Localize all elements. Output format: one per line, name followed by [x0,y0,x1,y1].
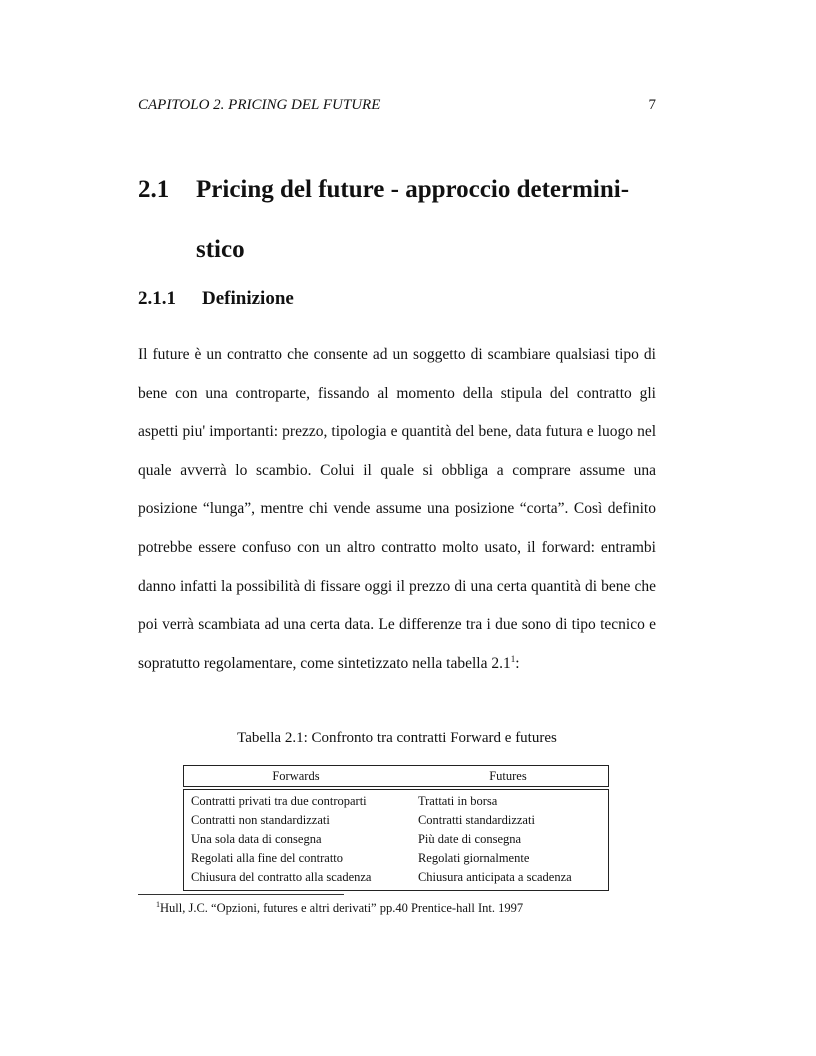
subsection-title: Definizione [202,288,294,309]
table-cell: Una sola data di consegna [191,832,322,846]
table-row [184,792,608,811]
table-cell: Contratti privati tra due controparti [191,794,367,808]
table-row [184,849,608,868]
footnote-marker: 1 [156,900,160,909]
section-title-line-2: stico [196,236,245,263]
footnote [156,900,676,916]
column-header-futures: Futures [489,768,527,783]
table-header-row [183,765,609,787]
section-title [196,160,696,280]
subsection-number: 2.1.1 [138,288,176,309]
section-title-line-1: Pricing del future - approccio determini- [196,176,630,203]
table-caption: Tabella 2.1: Confronto tra contratti Forward e futures [237,730,557,746]
table-cell: Contratti non standardizzati [191,813,330,827]
table-cell: Trattati in borsa [417,794,498,808]
table-body [183,789,609,891]
table-row [184,830,608,849]
running-title: CAPITOLO 2. PRICING DEL FUTURE [138,97,381,113]
table-cell: Chiusura del contratto alla scadenza [191,870,372,884]
table-row [184,811,608,830]
section-number: 2.1 [138,176,170,203]
comparison-table [183,765,609,891]
footnote-text: Hull, J.C. “Opzioni, futures e altri derivati” pp.40 Prentice-hall Int. 1997 [160,901,524,916]
subsection-heading [138,288,294,310]
table-cell: Regolati giornalmente [417,851,530,865]
table-cell: Più date di consegna [417,832,522,846]
table-cell: Contratti standardizzati [417,813,535,827]
footnote-divider [138,894,344,895]
table-cell: Regolati alla fine del contratto [191,851,344,865]
footnote-reference: 1 [510,653,516,664]
running-header [138,97,656,114]
paragraph-end: : [515,654,520,672]
paragraph-text: Il future è un contratto che consente ad un soggetto di scambiare qualsiasi tipo di bene con una controparte, fissando al momento della stipula del contratto gli aspetti piu' importanti: prezzo, tipologia e quantità del bene, data futura e luogo nel quale avverrà lo scambio. Colui il quale si obbliga a comprare assume una posizione “lunga”, mentre chi vende assume una posizione “corta”. Così definito potrebbe essere confuso con un altro contratto molto usato, il forward: entrambi danno infatti la possibilità di fissare oggi il prezzo di una certa quantità di bene che poi verrà scambiata ad una certa data. Le differenze tra i due sono di tipo tecnico e sopratutto regolamentare, come sintetizzato nella tabella 2.1 [138,346,656,672]
page-number: 7 [648,97,656,113]
table-row [184,868,608,887]
column-header-forwards: Forwards [272,768,320,783]
body-paragraph [138,336,656,683]
table-cell: Chiusura anticipata a scadenza [417,870,572,884]
